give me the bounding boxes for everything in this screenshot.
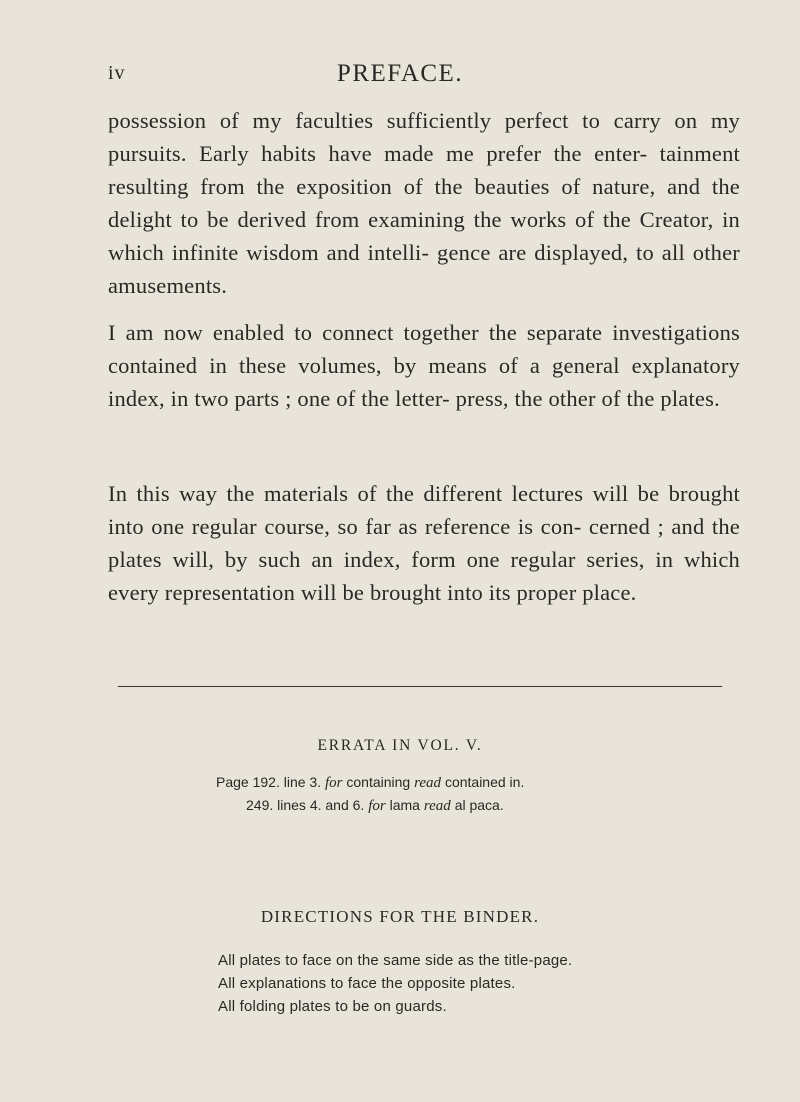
binder-heading: DIRECTIONS FOR THE BINDER. <box>260 907 540 926</box>
page-title: PREFACE. <box>336 60 464 87</box>
paragraph-3: In this way the materials of the different lectures will be brought into one regular course, so far as reference is con- cerned ; and the plates will, by such an index, form one regular series, in which every representation will be brought into its proper place. <box>108 481 740 605</box>
errata-for-label: for <box>368 798 386 814</box>
binder-direction: All explanations to face the opposite plates. <box>218 975 516 992</box>
binder-directions <box>218 949 572 1018</box>
errata-entry <box>216 771 524 794</box>
errata-for-label: for <box>324 775 343 791</box>
errata-location: 249. lines 4. and 6. <box>246 797 365 813</box>
errata-list <box>216 771 524 817</box>
page-number: iv <box>108 62 126 84</box>
section-divider <box>118 686 722 687</box>
errata-correct-text: al paca. <box>454 797 504 813</box>
binder-direction: All plates to face on the same side as the title-page. <box>218 952 573 969</box>
errata-read-label: read <box>414 775 442 791</box>
paragraph-2: I am now enabled to connect together the separate investigations contained in these volumes, by means of a general explanatory index, in two parts ; one of the letter- press, the other of the plates. <box>108 320 740 411</box>
errata-heading: ERRATA IN VOL. V. <box>317 737 483 754</box>
errata-location: Page 192. line 3. <box>216 774 322 790</box>
running-head <box>0 60 800 90</box>
errata-entry <box>216 794 524 817</box>
errata-correct-text: contained in. <box>444 774 525 790</box>
errata-wrong-text: containing <box>346 774 411 790</box>
paragraph-1: possession of my faculties sufficiently perfect to carry on my pursuits. Early habits have made me prefer the enter- tainment resulting from the exposition of the beauties of nature, and the delight to be derived from examining the works of the Creator, in which infinite wisdom and intelli- gence are displayed, to all other amusements. <box>108 108 740 298</box>
binder-direction: All folding plates to be on guards. <box>218 998 447 1015</box>
errata-read-label: read <box>423 798 451 814</box>
errata-wrong-text: lama <box>389 797 420 813</box>
